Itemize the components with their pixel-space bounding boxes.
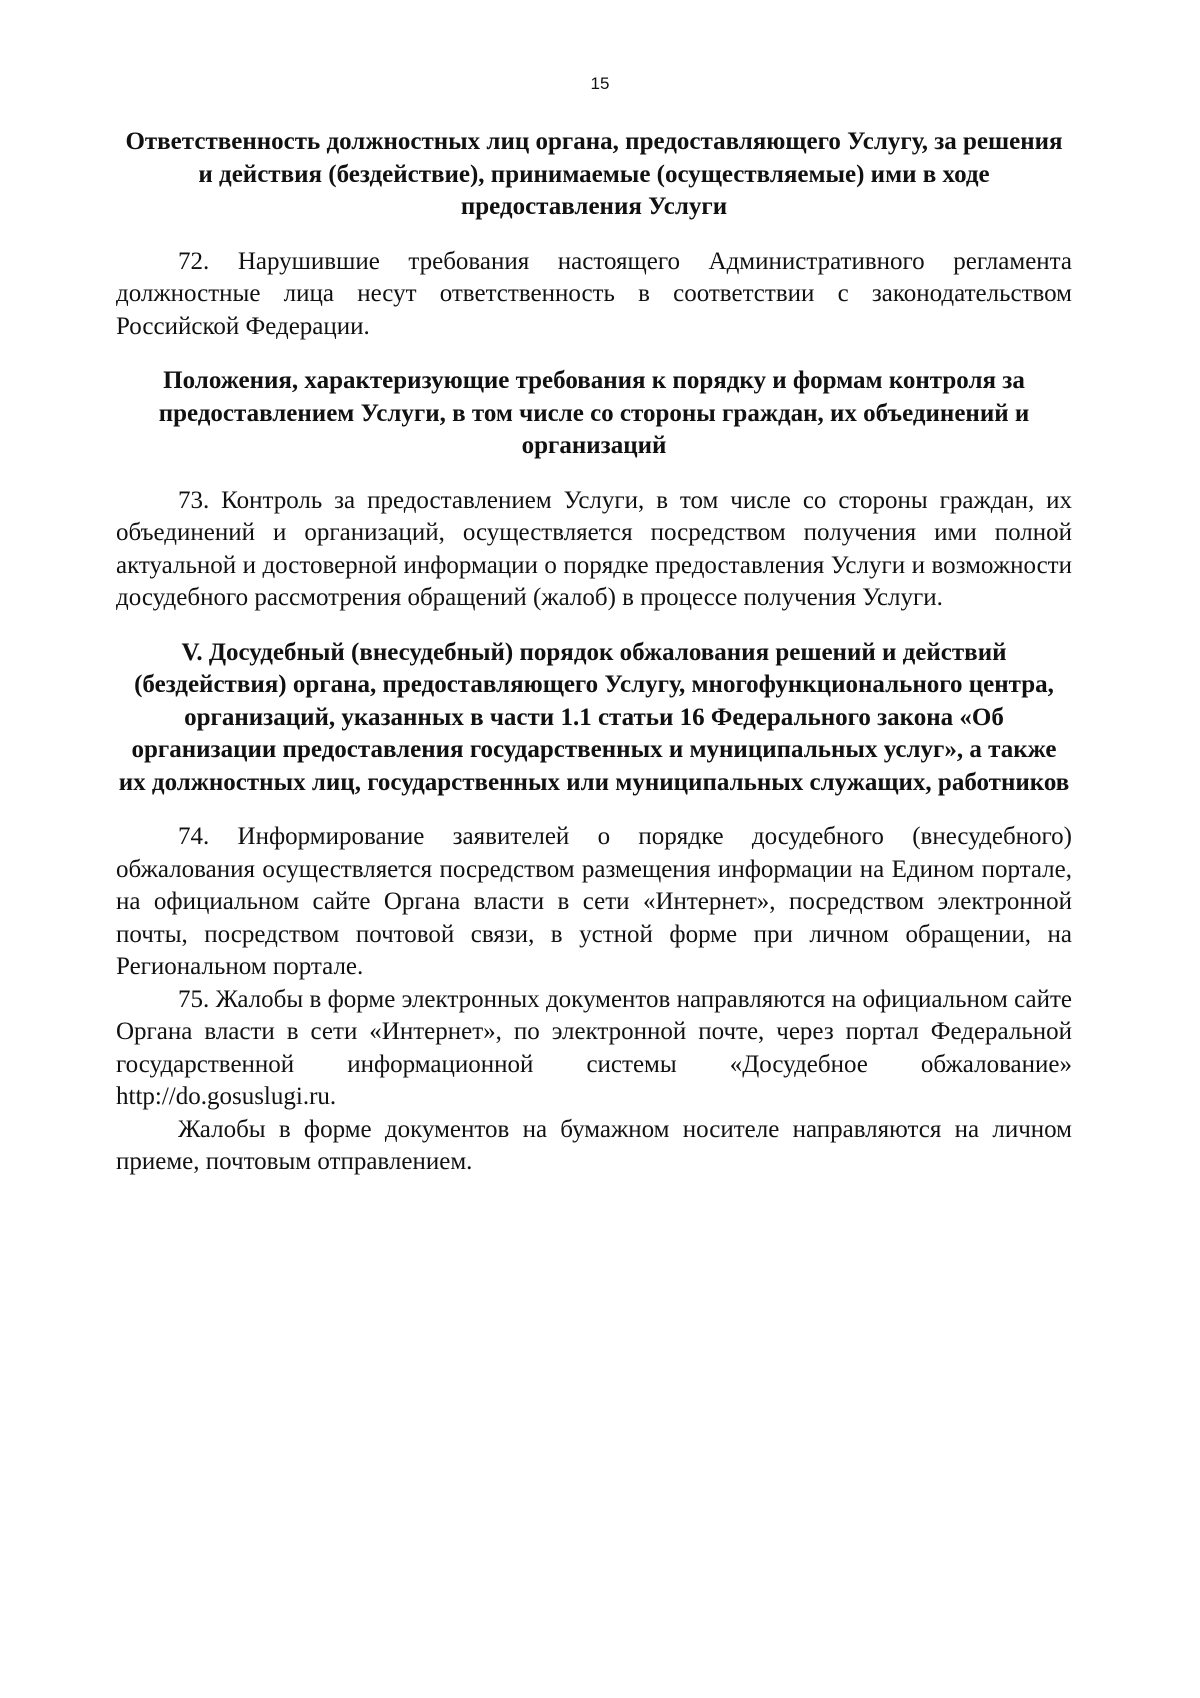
section-heading-appeal: V. Досудебный (внесудебный) порядок обжалования решений и действий (бездействия) органа, предоставляющего Услугу, многофункционального центра, организаций, указанных в части 1.1 статьи 16 Федерального закона «Об организации предоставления государственных и муниципальных услуг», а также их должностных лиц, государственных или муниципальных служащих, работников	[118, 638, 1070, 796]
paragraph-73: 73. Контроль за предоставлением Услуги, в том числе со стороны граждан, их объединений и организаций, осуществляется посредством получения ими полной актуальной и достоверной информации о порядке предоставления Услуги и возможности досудебного рассмотрения обращений (жалоб) в процессе получения Услуги.	[116, 486, 1072, 611]
page-number: 15	[590, 74, 610, 93]
paragraph-75: 75. Жалобы в форме электронных документов направляются на официальном сайте Органа власти в сети «Интернет», по электронной почте, через портал Федеральной государственной информационной системы «Досудебное обжалование» http://do.gosuslugi.ru.	[116, 985, 1072, 1110]
section-heading-control: Положения, характеризующие требования к порядку и формам контроля за предоставлением Услуги, в том числе со стороны граждан, их объединений и организаций	[158, 367, 1030, 459]
section-heading-responsibility: Ответственность должностных лиц органа, предоставляющего Услугу, за решения и действия (бездействие), принимаемые (осуществляемые) ими в ходе предоставления Услуги	[125, 128, 1063, 220]
paragraph-72: 72. Нарушившие требования настоящего Административного регламента должностные лица несут ответственность в соответствии с законодательством Российской Федерации.	[116, 247, 1072, 340]
page-content	[116, 126, 1072, 1179]
paragraph-74: 74. Информирование заявителей о порядке досудебного (внесудебного) обжалования осуществляется посредством размещения информации на Едином портале, на официальном сайте Органа власти в сети «Интернет», посредством электронной почты, посредством почтовой связи, в устной форме при личном обращении, на Региональном портале.	[116, 823, 1072, 980]
paragraph-75-continued: Жалобы в форме документов на бумажном носителе направляются на личном приеме, почтовым отправлением.	[116, 1115, 1072, 1175]
